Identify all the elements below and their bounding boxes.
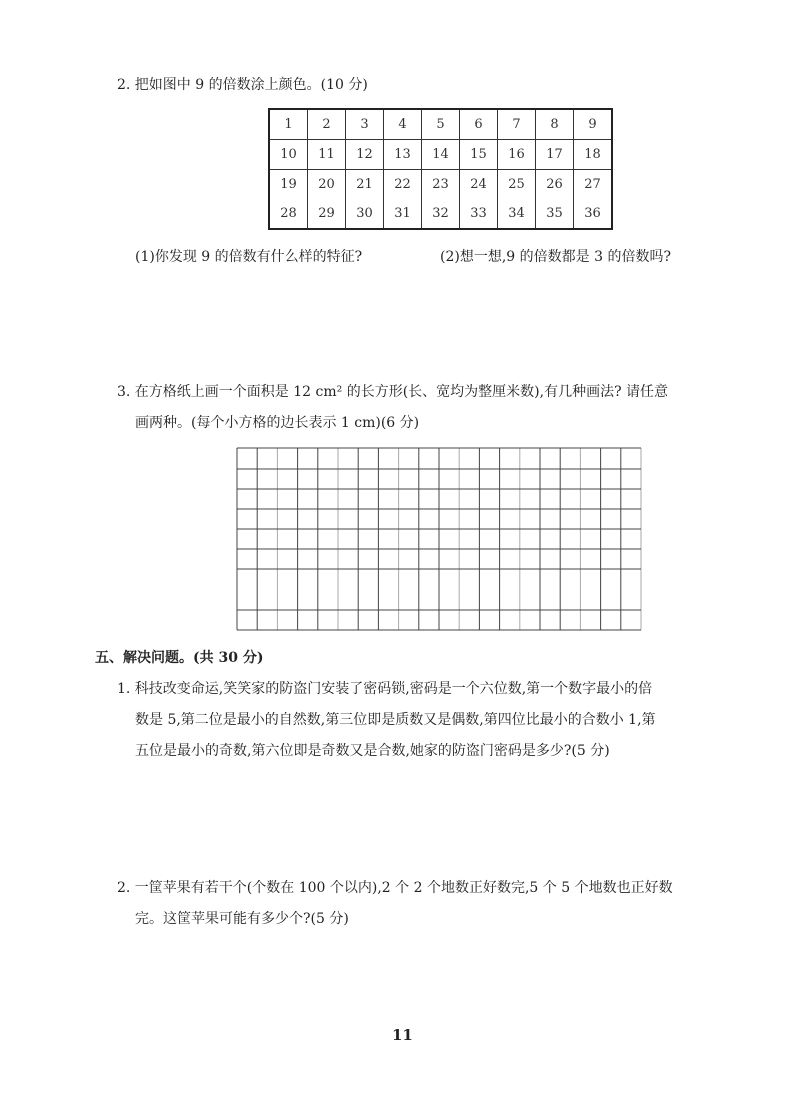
number-cell[interactable]: 23	[422, 170, 460, 200]
number-cell[interactable]: 36	[574, 199, 613, 229]
number-cell[interactable]: 35	[536, 199, 574, 229]
number-cell[interactable]: 8	[536, 109, 574, 140]
problem-1-line-1: 1. 科技改变命运,笑笑家的防盗门安装了密码锁,密码是一个六位数,第一个数字最小的倍	[117, 681, 653, 697]
number-cell[interactable]: 16	[498, 140, 536, 170]
q3-line-2: 画两种。(每个小方格的边长表示 1 cm)(6 分)	[135, 415, 420, 431]
number-cell[interactable]: 25	[498, 170, 536, 200]
problem-2-line-2: 完。这筐苹果可能有多少个?(5 分)	[135, 911, 349, 927]
number-cell[interactable]: 22	[384, 170, 422, 200]
page-number: 11	[392, 1026, 413, 1044]
number-cell[interactable]: 28	[269, 199, 308, 229]
number-cell[interactable]: 2	[308, 109, 346, 140]
problem-1-line-2: 数是 5,第二位是最小的自然数,第三位即是质数又是偶数,第四位比最小的合数小 1,第	[135, 712, 656, 728]
number-cell[interactable]: 20	[308, 170, 346, 200]
number-cell[interactable]: 33	[460, 199, 498, 229]
number-cell[interactable]: 5	[422, 109, 460, 140]
number-cell[interactable]: 19	[269, 170, 308, 200]
number-cell[interactable]: 14	[422, 140, 460, 170]
q3-line-1: 3. 在方格纸上画一个面积是 12 cm² 的长方形(长、宽均为整厘米数),有几种画法? 请任意	[117, 384, 669, 400]
section-5-title: 五、解决问题。(共 30 分)	[95, 650, 264, 666]
number-cell[interactable]: 27	[574, 170, 613, 200]
number-cell[interactable]: 17	[536, 140, 574, 170]
number-cell[interactable]: 10	[269, 140, 308, 170]
number-cell[interactable]: 6	[460, 109, 498, 140]
number-cell[interactable]: 3	[346, 109, 384, 140]
q2-title: 2. 把如图中 9 的倍数涂上颜色。(10 分)	[117, 77, 368, 93]
number-cell[interactable]: 32	[422, 199, 460, 229]
q2-sub-question-2: (2)想一想,9 的倍数都是 3 的倍数吗?	[440, 249, 671, 265]
number-cell[interactable]: 13	[384, 140, 422, 170]
number-cell[interactable]: 7	[498, 109, 536, 140]
number-cell[interactable]: 26	[536, 170, 574, 200]
number-cell[interactable]: 15	[460, 140, 498, 170]
number-cell[interactable]: 34	[498, 199, 536, 229]
number-cell[interactable]: 1	[269, 109, 308, 140]
number-cell[interactable]: 31	[384, 199, 422, 229]
number-cell[interactable]: 29	[308, 199, 346, 229]
number-cell[interactable]: 11	[308, 140, 346, 170]
number-cell[interactable]: 21	[346, 170, 384, 200]
number-cell[interactable]: 18	[574, 140, 613, 170]
problem-1-line-3: 五位是最小的奇数,第六位即是奇数又是合数,她家的防盗门密码是多少?(5 分)	[135, 743, 610, 759]
q2-sub-question-1: (1)你发现 9 的倍数有什么样的特征?	[135, 249, 363, 265]
number-cell[interactable]: 9	[574, 109, 613, 140]
number-cell[interactable]: 30	[346, 199, 384, 229]
number-cell[interactable]: 24	[460, 170, 498, 200]
number-cell[interactable]: 4	[384, 109, 422, 140]
number-cell[interactable]: 12	[346, 140, 384, 170]
problem-2-line-1: 2. 一筐苹果有若干个(个数在 100 个以内),2 个 2 个地数正好数完,5 个 5 个地数也正好数	[117, 880, 673, 896]
